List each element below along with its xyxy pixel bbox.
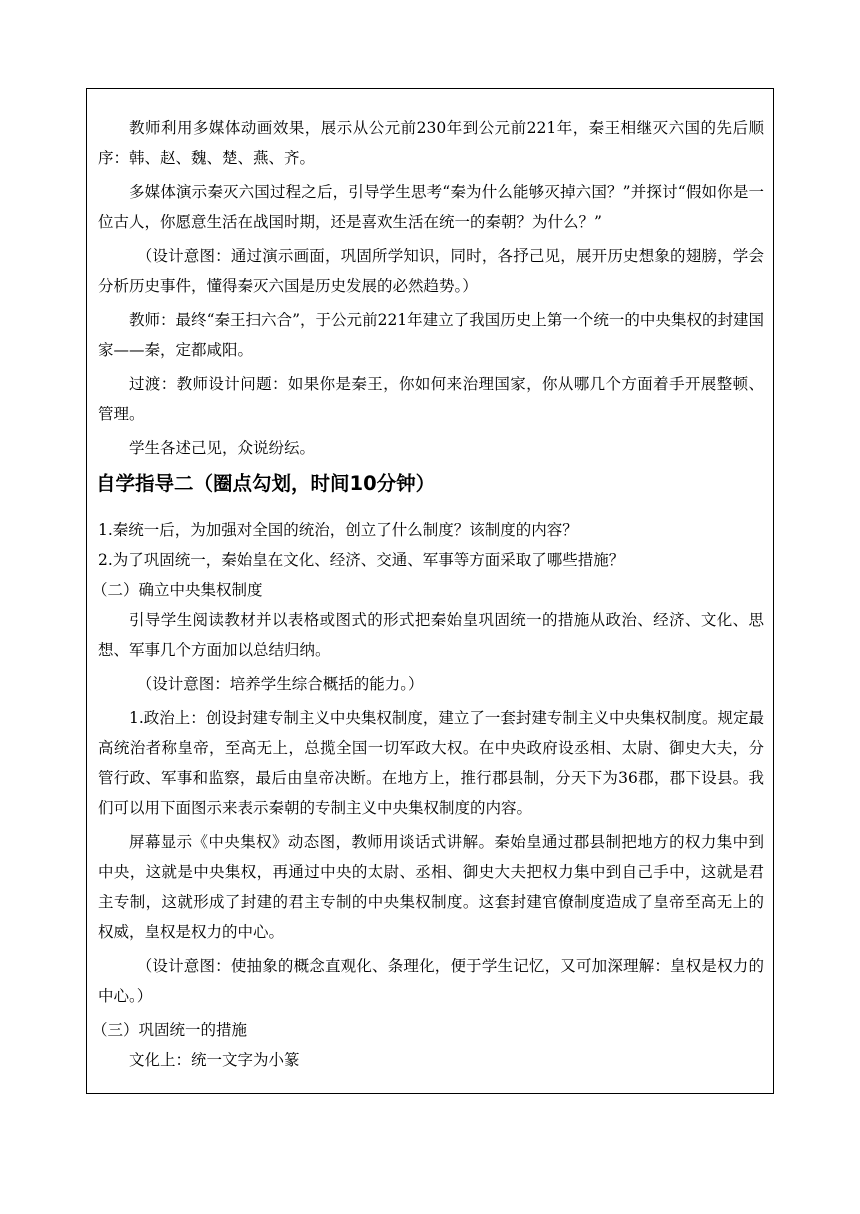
paragraph: 教师：最终“秦王扫六合”，于公元前221年建立了我国历史上第一个统一的中央集权的封建国家——秦，定都咸阳。	[98, 311, 764, 359]
question-item: 2.为了巩固统一，秦始皇在文化、经济、交通、军事等方面采取了哪些措施？	[98, 551, 625, 569]
design-intent-paragraph: （设计意图：通过演示画面，巩固所学知识，同时，各抒己见，展开历史想象的翅膀，学会分析历史事件，懂得秦灭六国是历史发展的必然趋势。）	[98, 247, 764, 295]
paragraph: 教师利用多媒体动画效果，展示从公元前230年到公元前221年，秦王相继灭六国的先后顺序：韩、赵、魏、楚、燕、齐。	[98, 119, 764, 167]
content-frame	[86, 88, 774, 1094]
section-heading: 自学指导二（圈点勾划，时间10分钟）	[96, 472, 436, 495]
question-item: 1.秦统一后，为加强对全国的统治，创立了什么制度？该制度的内容？	[98, 521, 578, 539]
paragraph: 学生各述己见，众说纷纭。	[129, 439, 316, 457]
paragraph: 屏幕显示《中央集权》动态图，教师用谈话式讲解。秦始皇通过郡县制把地方的权力集中到中央，这就是中央集权，再通过中央的太尉、丞相、御史大夫把权力集中到自己手中，这就是君主专制，这就形成了封建的君主专制的中央集权制度。这套封建官僚制度造成了皇帝至高无上的权威，皇权是权力的中心。	[98, 833, 764, 941]
paragraph: 1.政治上：创设封建专制主义中央集权制度，建立了一套封建专制主义中央集权制度。规定最高统治者称皇帝，至高无上，总揽全国一切军政大权。在中央政府设丞相、太尉、御史大夫，分管行政、军事和监察，最后由皇帝决断。在地方上，推行郡县制，分天下为36郡，郡下设县。我们可以用下面图示来表示秦朝的专制主义中央集权制度的内容。	[98, 709, 764, 817]
design-intent-paragraph: （设计意图：培养学生综合概括的能力。）	[136, 675, 424, 693]
subsection-title: （二）确立中央集权制度	[92, 581, 263, 599]
subsection-title: （三）巩固统一的措施	[92, 1021, 248, 1039]
paragraph: 引导学生阅读教材并以表格或图式的形式把秦始皇巩固统一的措施从政治、经济、文化、思想、军事几个方面加以总结归纳。	[98, 611, 764, 659]
paragraph: 多媒体演示秦灭六国过程之后，引导学生思考“秦为什么能够灭掉六国？”并探讨“假如你是一位古人，你愿意生活在战国时期，还是喜欢生活在统一的秦朝？为什么？”	[98, 183, 764, 231]
paragraph: 过渡：教师设计问题：如果你是秦王，你如何来治理国家，你从哪几个方面着手开展整顿、管理。	[98, 375, 764, 423]
document-body	[92, 113, 764, 1079]
design-intent-paragraph: （设计意图：使抽象的概念直观化、条理化，便于学生记忆，又可加深理解：皇权是权力的中心。）	[98, 957, 764, 1005]
paragraph: 文化上：统一文字为小篆	[129, 1051, 300, 1069]
